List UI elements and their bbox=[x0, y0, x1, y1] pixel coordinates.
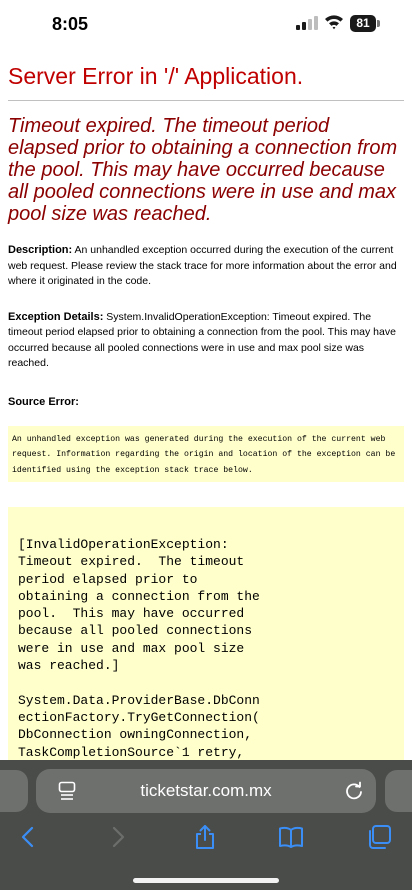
stack-trace-text: [InvalidOperationException: Timeout expired. The timeout period elapsed prior to obtaining a connection from the pool. This may have occurred because all pooled connections were in use and max pool size was reached.] System.Data.ProviderBase.DbConn ectionFactory.TryGetConnection( DbConnection owningConnection, TaskCompletionSource`1 retry, bbox=[18, 537, 260, 760]
description-label: Description: bbox=[8, 244, 73, 256]
wifi-icon bbox=[324, 13, 344, 31]
bookmarks-icon[interactable] bbox=[278, 824, 304, 850]
browser-toolbar bbox=[0, 760, 412, 890]
source-error-label: Source Error: bbox=[8, 395, 79, 408]
battery-tip bbox=[377, 20, 380, 27]
battery-icon bbox=[350, 15, 380, 32]
exception-details-label: Exception Details: bbox=[8, 310, 104, 323]
status-bar bbox=[0, 0, 412, 48]
title-divider bbox=[8, 100, 404, 101]
error-message: Timeout expired. The timeout period elapsed prior to obtaining a connection from the pool. This may have occurred because all pooled connections were in use and max pool size was reached. bbox=[8, 115, 398, 225]
next-tab-preview[interactable] bbox=[385, 770, 412, 812]
source-error-box: An unhandled exception was generated during the execution of the current web request. Information regarding the origin and location of the exception can be identified using the exception stack trace below. bbox=[8, 426, 404, 483]
exception-details bbox=[8, 310, 404, 372]
reload-icon[interactable] bbox=[344, 781, 364, 801]
tabs-overview-icon[interactable] bbox=[366, 824, 392, 850]
cellular-signal-icon bbox=[296, 16, 318, 30]
previous-tab-preview[interactable] bbox=[0, 770, 28, 812]
description-text: An unhandled exception occurred during the execution of the current web request. Please review the stack trace for more information about the error and where it originated in the code. bbox=[8, 244, 397, 287]
url-text[interactable]: ticketstar.com.mx bbox=[140, 781, 272, 800]
home-indicator[interactable] bbox=[133, 878, 279, 883]
battery-level: 81 bbox=[350, 15, 376, 32]
page-title: Server Error in '/' Application. bbox=[8, 63, 304, 89]
address-bar[interactable] bbox=[36, 769, 376, 813]
description bbox=[8, 243, 404, 290]
stack-trace-box[interactable] bbox=[8, 507, 404, 767]
error-page bbox=[8, 58, 404, 520]
back-icon[interactable] bbox=[16, 824, 42, 850]
forward-icon[interactable] bbox=[104, 824, 130, 850]
share-icon[interactable] bbox=[192, 824, 218, 850]
exception-details-text: System.InvalidOperationException: Timeout expired. The timeout period elapsed prior to obtaining a connection from the pool. This may have occurred because all pooled connections were in use and max pool size was reached. bbox=[8, 310, 396, 369]
status-time: 8:05 bbox=[52, 14, 89, 34]
